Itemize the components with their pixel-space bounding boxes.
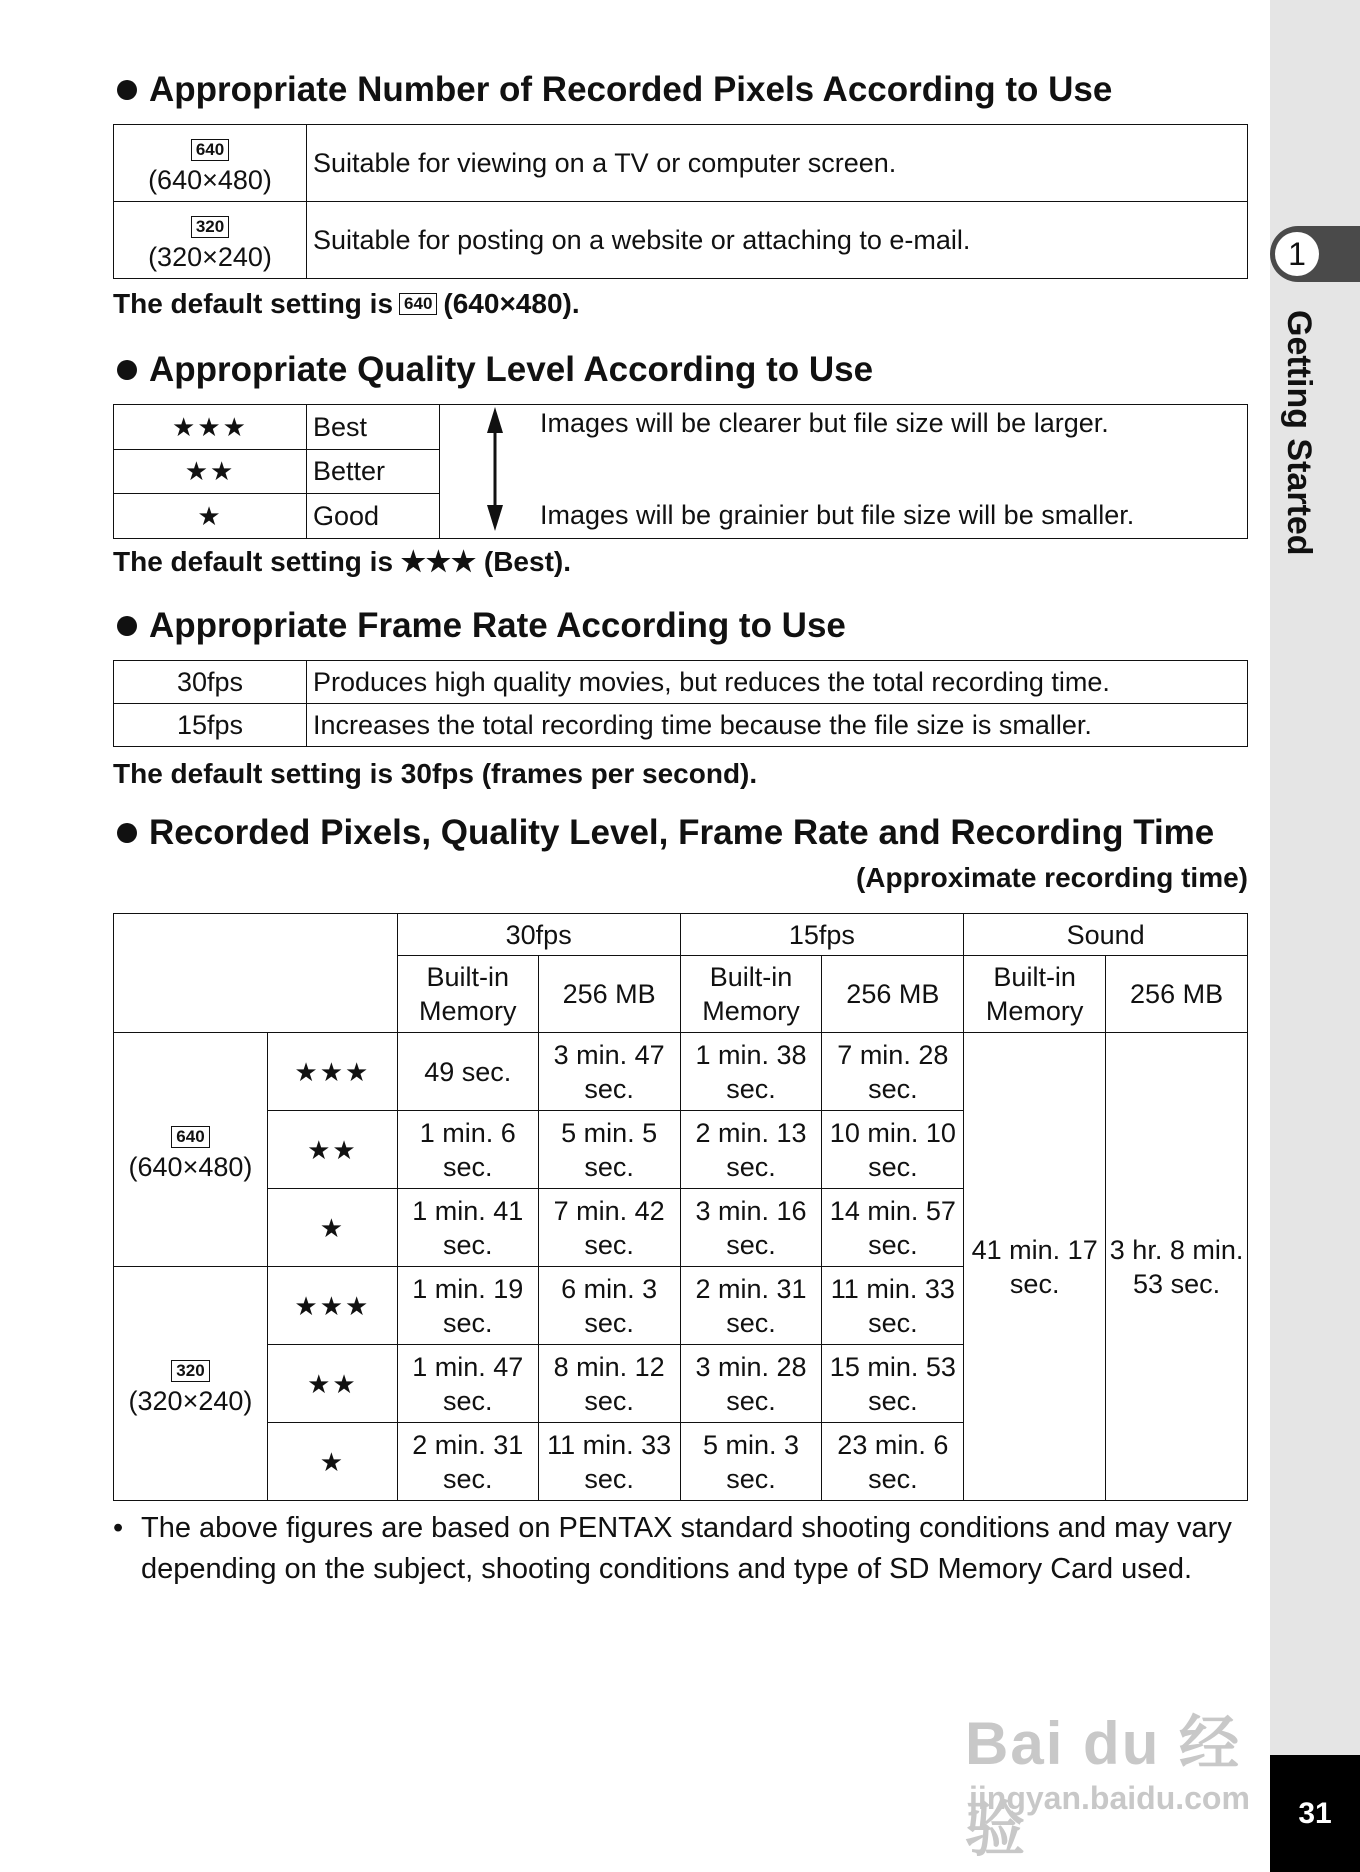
time-cell: 1 min. 6 sec. — [397, 1111, 538, 1189]
pixels-table — [113, 124, 1248, 279]
sub-header: Built-in Memory — [397, 956, 538, 1033]
recording-heading-text: Recorded Pixels, Quality Level, Frame Rate and Recording Time — [149, 813, 1215, 852]
description-cell: Increases the total recording time because the file size is smaller. — [307, 704, 1248, 747]
quality-heading — [113, 350, 873, 390]
sub-header: 256 MB — [1106, 956, 1248, 1033]
table-row — [114, 202, 1248, 279]
time-cell: 1 min. 47 sec. — [397, 1345, 538, 1423]
time-cell: 2 min. 31 sec. — [680, 1267, 822, 1345]
time-cell: 5 min. 3 sec. — [680, 1423, 822, 1501]
time-cell: 1 min. 19 sec. — [397, 1267, 538, 1345]
resolution-cell — [114, 125, 307, 202]
description-cell: Produces high quality movies, but reduces the total recording time. — [307, 661, 1248, 704]
watermark-sub: jingyan.baidu.com — [969, 1780, 1250, 1816]
sound-builtin-cell: 41 min. 17 sec. — [964, 1033, 1106, 1501]
stars-cell: ★★★ — [267, 1267, 397, 1345]
table-row — [114, 125, 1248, 202]
time-cell: 7 min. 42 sec. — [538, 1189, 680, 1267]
resolution-label: (640×480) — [128, 1151, 253, 1182]
frame-rate-cell: 15fps — [114, 704, 307, 747]
time-cell: 3 min. 28 sec. — [680, 1345, 822, 1423]
pixels-heading-text: Appropriate Number of Recorded Pixels According to Use — [149, 70, 1113, 109]
resolution-cell — [114, 1033, 268, 1267]
time-cell: 2 min. 13 sec. — [680, 1111, 822, 1189]
time-cell: 8 min. 12 sec. — [538, 1345, 680, 1423]
footnote-text: The above figures are based on PENTAX standard shooting conditions and may vary depending on the subject, shooting conditions and type of SD Memory Card used. — [141, 1512, 1232, 1585]
time-cell: 3 min. 47 sec. — [538, 1033, 680, 1111]
default-suffix: (640×480). — [443, 288, 580, 319]
bullet-icon — [117, 616, 137, 636]
stars-cell: ★ — [267, 1423, 397, 1501]
quality-default: The default setting is ★★★ (Best). — [113, 546, 572, 577]
frame-rate-cell: 30fps — [114, 661, 307, 704]
chapter-number: 1 — [1275, 232, 1319, 276]
resolution-640-icon: 640 — [191, 139, 229, 161]
sub-header: Built-in Memory — [964, 956, 1106, 1033]
quality-label: Best — [307, 405, 440, 450]
resolution-cell — [114, 202, 307, 279]
resolution-cell — [114, 1267, 268, 1501]
time-cell: 2 min. 31 sec. — [397, 1423, 538, 1501]
time-cell: 23 min. 6 sec. — [822, 1423, 964, 1501]
table-row — [114, 1033, 1248, 1111]
table-row — [114, 405, 1248, 450]
resolution-label: (320×240) — [148, 242, 272, 272]
time-cell: 11 min. 33 sec. — [822, 1267, 964, 1345]
resolution-label: (320×240) — [128, 1385, 253, 1416]
watermark-main: Bai du 经验 — [965, 1710, 1242, 1863]
description-cell: Suitable for viewing on a TV or computer screen. — [307, 125, 1248, 202]
stars-cell: ★★★ — [267, 1033, 397, 1111]
stars-cell: ★★ — [267, 1345, 397, 1423]
description-cell: Suitable for posting on a website or attaching to e-mail. — [307, 202, 1248, 279]
time-cell: 5 min. 5 sec. — [538, 1111, 680, 1189]
resolution-320-icon: 320 — [171, 1360, 209, 1382]
sub-header: 256 MB — [822, 956, 964, 1033]
sub-header: 256 MB — [538, 956, 680, 1033]
quality-label: Better — [307, 449, 440, 494]
arrow-cell — [440, 405, 541, 539]
resolution-label: (640×480) — [148, 165, 272, 195]
time-cell: 10 min. 10 sec. — [822, 1111, 964, 1189]
group-header: Sound — [964, 914, 1248, 956]
time-cell: 1 min. 38 sec. — [680, 1033, 822, 1111]
pixels-default — [113, 288, 580, 320]
table-row — [114, 661, 1248, 704]
quality-top-note: Images will be clearer but file size will be larger. — [540, 408, 1109, 438]
quality-label: Good — [307, 494, 440, 539]
double-arrow-icon — [440, 405, 540, 533]
resolution-640-icon: 640 — [171, 1126, 209, 1148]
sound-256-cell: 3 hr. 8 min. 53 sec. — [1106, 1033, 1248, 1501]
blank-corner-cell — [114, 914, 398, 1033]
time-cell: 6 min. 3 sec. — [538, 1267, 680, 1345]
table-row — [114, 914, 1248, 956]
default-prefix: The default setting is — [113, 288, 394, 319]
stars-cell: ★★ — [267, 1111, 397, 1189]
time-cell: 15 min. 53 sec. — [822, 1345, 964, 1423]
sub-header: Built-in Memory — [680, 956, 822, 1033]
bullet-icon — [117, 823, 137, 843]
page-number: 31 — [1270, 1755, 1360, 1872]
time-cell: 49 sec. — [397, 1033, 538, 1111]
time-cell: 14 min. 57 sec. — [822, 1189, 964, 1267]
baidu-watermark — [965, 1680, 1275, 1863]
frame-rate-heading — [113, 606, 846, 646]
resolution-640-icon: 640 — [399, 293, 437, 315]
stars-cell: ★ — [267, 1189, 397, 1267]
bullet-icon — [117, 80, 137, 100]
quality-notes-cell — [540, 405, 1248, 539]
time-cell: 11 min. 33 sec. — [538, 1423, 680, 1501]
resolution-320-icon: 320 — [191, 216, 229, 238]
chapter-title: Getting Started — [1280, 310, 1318, 556]
quality-heading-text: Appropriate Quality Level According to Use — [149, 350, 874, 389]
frame-rate-default: The default setting is 30fps (frames per second). — [113, 758, 758, 789]
group-header: 30fps — [397, 914, 680, 956]
footnote-bullet-icon: • — [113, 1512, 124, 1544]
recording-subheading: (Approximate recording time) — [855, 862, 1248, 893]
time-cell: 3 min. 16 sec. — [680, 1189, 822, 1267]
footnote — [113, 1508, 1248, 1590]
recording-heading — [113, 813, 1214, 853]
stars-cell: ★★ — [114, 449, 307, 494]
stars-cell: ★ — [114, 494, 307, 539]
time-cell: 7 min. 28 sec. — [822, 1033, 964, 1111]
pixels-heading — [113, 70, 1112, 110]
time-cell: 1 min. 41 sec. — [397, 1189, 538, 1267]
group-header: 15fps — [680, 914, 964, 956]
quality-bottom-note: Images will be grainier but file size will be smaller. — [540, 500, 1135, 530]
recording-table — [113, 913, 1248, 1501]
frame-rate-heading-text: Appropriate Frame Rate According to Use — [149, 606, 846, 645]
quality-table — [113, 404, 1248, 539]
bullet-icon — [117, 360, 137, 380]
frame-rate-table — [113, 660, 1248, 747]
table-row — [114, 704, 1248, 747]
stars-cell: ★★★ — [114, 405, 307, 450]
